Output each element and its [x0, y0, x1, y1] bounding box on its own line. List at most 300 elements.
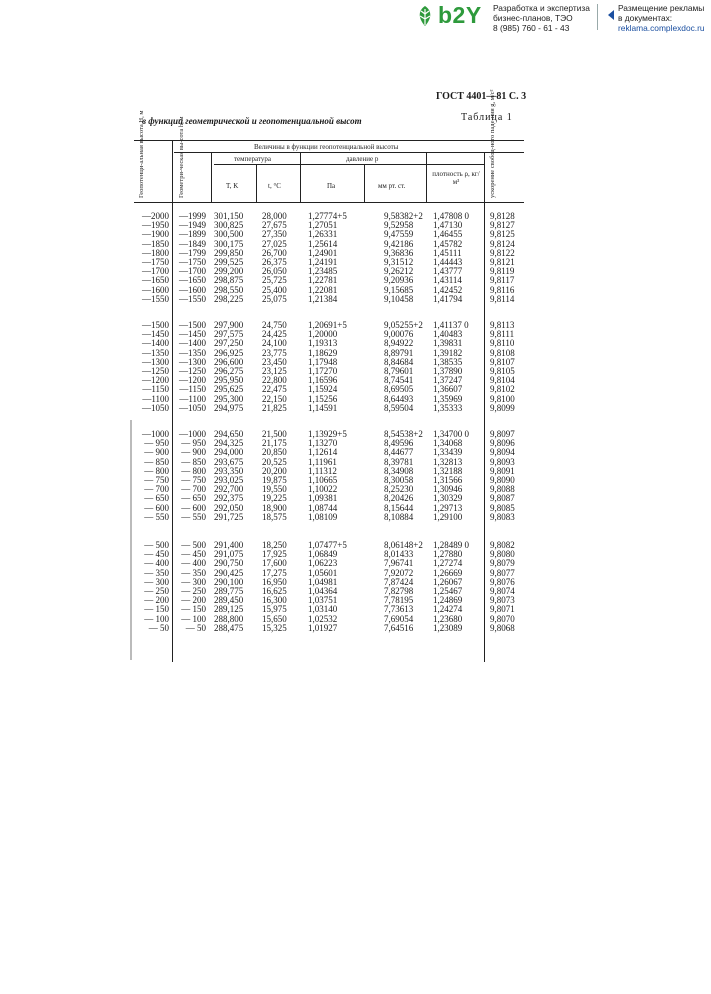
cell-temp-c: 23,775: [262, 347, 287, 358]
cell-geometric-height: — 200: [181, 595, 206, 606]
advertising-ad[interactable]: [618, 3, 705, 34]
header-divider: [214, 164, 484, 165]
cell-density: 1,29713: [433, 502, 463, 513]
cell-geopotential-height: — 850: [144, 456, 169, 467]
cell-density: 1,30946: [433, 484, 463, 495]
cell-pressure-mmhg: 8,34908: [384, 465, 414, 476]
cell-temp-k: 294,325: [214, 438, 244, 449]
header-tk: T, K: [226, 182, 239, 190]
cell-temp-k: 297,900: [214, 320, 244, 330]
cell-pressure-pa: 1,27774+5: [308, 211, 347, 221]
cell-pressure-pa: 1,07477+5: [308, 540, 347, 550]
col-divider: [484, 152, 485, 202]
ad-line: в документах:: [618, 13, 673, 24]
cell-acceleration: 9,8073: [490, 595, 515, 606]
cell-pressure-mmhg: 9,15685: [384, 284, 414, 295]
cell-temp-k: 289,775: [214, 586, 244, 596]
header-geopotential-height: Геопотенци-альная высота H, м: [138, 110, 145, 198]
ad-link[interactable]: reklama.complexdoc.ru: [618, 23, 705, 34]
cell-acceleration: 9,8070: [490, 613, 515, 624]
cell-geopotential-height: — 600: [144, 502, 169, 513]
cell-acceleration: 9,8113: [490, 320, 515, 330]
cell-acceleration: 9,8127: [490, 220, 515, 231]
page-header: ГОСТ 4401—81 С. 3: [436, 91, 527, 102]
cell-acceleration: 9,8104: [490, 375, 515, 386]
cell-pressure-pa: 1,03751: [308, 595, 338, 606]
cell-pressure-pa: 1,26331: [308, 229, 338, 240]
table-row: [134, 295, 524, 304]
cell-acceleration: 9,8076: [490, 576, 515, 587]
cell-acceleration: 9,8107: [490, 356, 515, 367]
cell-acceleration: 9,8087: [490, 493, 515, 504]
cell-pressure-mmhg: 9,20936: [384, 275, 414, 286]
cell-geopotential-height: —1950: [142, 220, 169, 231]
header-pressure: давление p: [346, 155, 379, 163]
cell-pressure-pa: 1,19313: [308, 338, 338, 349]
cell-density: 1,27880: [433, 549, 463, 560]
cell-acceleration: 9,8119: [490, 266, 515, 277]
cell-temp-c: 15,650: [262, 613, 287, 624]
header-geometric-height: Геометри-ческая вы-сота h, м: [178, 116, 185, 198]
cell-temp-k: 289,450: [214, 595, 244, 606]
cell-density: 1,29100: [433, 511, 463, 522]
cell-acceleration: 9,8096: [490, 438, 515, 449]
cell-pressure-pa: 1,09381: [308, 493, 338, 504]
cell-pressure-mmhg: 8,79601: [384, 366, 414, 376]
cell-geometric-height: —1899: [179, 229, 206, 240]
cell-pressure-mmhg: 7,96741: [384, 558, 414, 569]
cell-temp-k: 300,175: [214, 238, 244, 249]
cell-geometric-height: —1200: [179, 375, 206, 386]
cell-temp-c: 18,575: [262, 511, 287, 522]
cell-geometric-height: —1250: [179, 366, 206, 376]
cell-density: 1,43114: [433, 275, 462, 286]
cell-density: 1,34068: [433, 438, 463, 449]
cell-density: 1,40483: [433, 329, 463, 340]
cell-geometric-height: — 50: [185, 622, 206, 633]
cell-temp-c: 25,725: [262, 275, 287, 286]
cell-pressure-mmhg: 9,00076: [384, 329, 414, 340]
cell-acceleration: 9,8124: [490, 238, 515, 249]
cell-density: 1,43777: [433, 266, 463, 277]
cell-geopotential-height: — 950: [144, 438, 169, 449]
cell-geopotential-height: — 900: [144, 447, 169, 458]
ad-line: бизнес-планов, ТЭО: [493, 13, 573, 24]
header-mmhg: мм рт. ст.: [378, 182, 406, 190]
cell-pressure-mmhg: 8,06148+2: [384, 540, 423, 550]
header-group-title: Величины в функции геопотенциальной высоты: [254, 143, 399, 151]
cell-acceleration: 9,8068: [490, 622, 515, 633]
cell-temp-c: 15,975: [262, 604, 287, 615]
cell-geometric-height: — 400: [181, 558, 206, 569]
cell-temp-k: 295,950: [214, 375, 244, 386]
cell-pressure-pa: 1,03140: [308, 604, 338, 615]
cell-density: 1,23680: [433, 613, 463, 624]
cell-pressure-mmhg: 8,25230: [384, 484, 414, 495]
cell-temp-k: 289,125: [214, 604, 244, 615]
top-banner: [0, 0, 711, 40]
cell-pressure-pa: 1,18629: [308, 347, 338, 358]
cell-density: 1,34700 0: [433, 429, 469, 439]
cell-geometric-height: —1450: [179, 329, 206, 340]
table-border-top: [134, 140, 524, 141]
cell-geopotential-height: — 100: [144, 613, 169, 624]
cell-geometric-height: —1500: [179, 320, 206, 330]
cell-geopotential-height: —1600: [142, 284, 169, 295]
cell-temp-c: 23,125: [262, 366, 287, 376]
cell-temp-k: 294,000: [214, 447, 244, 458]
cell-temp-k: 299,200: [214, 266, 244, 277]
cell-geopotential-height: —1700: [142, 266, 169, 277]
cell-acceleration: 9,8128: [490, 211, 515, 221]
cell-temp-c: 19,550: [262, 484, 287, 495]
cell-geometric-height: —1650: [179, 275, 206, 286]
cell-pressure-pa: 1,11961: [308, 456, 337, 467]
cell-density: 1,30329: [433, 493, 463, 504]
cell-acceleration: 9,8099: [490, 402, 515, 413]
cell-pressure-pa: 1,08109: [308, 511, 338, 522]
cell-pressure-pa: 1,20691+5: [308, 320, 347, 330]
cell-pressure-pa: 1,20000: [308, 329, 338, 340]
cell-temp-k: 290,100: [214, 576, 244, 587]
cell-pressure-mmhg: 9,52958: [384, 220, 414, 231]
cell-geopotential-height: — 250: [144, 586, 169, 596]
cell-temp-c: 24,425: [262, 329, 287, 340]
cell-geopotential-height: —1450: [142, 329, 169, 340]
cell-temp-c: 28,000: [262, 211, 287, 221]
cell-geopotential-height: — 150: [144, 604, 169, 615]
cell-temp-k: 292,375: [214, 493, 244, 504]
cell-pressure-mmhg: 8,54538+2: [384, 429, 423, 439]
cell-temp-k: 297,250: [214, 338, 244, 349]
cell-pressure-mmhg: 8,44677: [384, 447, 414, 458]
cell-geometric-height: —1949: [179, 220, 206, 231]
cell-pressure-mmhg: 8,20426: [384, 493, 414, 504]
cell-density: 1,24869: [433, 595, 463, 606]
cell-pressure-pa: 1,15256: [308, 393, 338, 404]
business-plans-ad[interactable]: [493, 3, 590, 34]
cell-temp-c: 27,025: [262, 238, 287, 249]
header-temperature: температура: [234, 155, 271, 163]
cell-acceleration: 9,8077: [490, 567, 515, 578]
cell-acceleration: 9,8090: [490, 475, 515, 485]
cell-geopotential-height: —1000: [142, 429, 169, 439]
cell-geometric-height: —1050: [179, 402, 206, 413]
cell-pressure-pa: 1,16596: [308, 375, 338, 386]
col-divider: [256, 164, 257, 202]
cell-geometric-height: —1100: [179, 393, 206, 404]
cell-geometric-height: —1400: [179, 338, 206, 349]
cell-geopotential-height: — 300: [144, 576, 169, 587]
ad-line: Размещение рекламы: [618, 3, 705, 13]
cell-geopotential-height: — 500: [144, 540, 169, 550]
cell-geopotential-height: —1150: [142, 384, 169, 395]
cell-geopotential-height: —1900: [142, 229, 169, 240]
header-bottom: [134, 202, 524, 203]
ad-line: 8 (985) 760 - 61 - 43: [493, 23, 570, 34]
cell-pressure-mmhg: 7,73613: [384, 604, 414, 615]
cell-geopotential-height: — 400: [144, 558, 169, 569]
cell-temp-c: 16,950: [262, 576, 287, 587]
cell-pressure-pa: 1,01927: [308, 622, 338, 633]
cell-acceleration: 9,8093: [490, 456, 515, 467]
cell-temp-c: 21,500: [262, 429, 287, 439]
cell-temp-c: 27,675: [262, 220, 287, 231]
cell-geometric-height: — 100: [181, 613, 206, 624]
cell-geometric-height: —1999: [179, 211, 206, 221]
cell-geometric-height: — 950: [181, 438, 206, 449]
cell-density: 1,26067: [433, 576, 463, 587]
cell-geometric-height: — 500: [181, 540, 206, 550]
cell-geopotential-height: —1550: [142, 293, 169, 304]
cell-geometric-height: —1750: [179, 257, 206, 267]
cell-density: 1,35969: [433, 393, 463, 404]
cell-temp-c: 24,750: [262, 320, 287, 330]
cell-density: 1,45782: [433, 238, 463, 249]
cell-pressure-mmhg: 8,69505: [384, 384, 414, 395]
cell-geopotential-height: —1100: [142, 393, 169, 404]
cell-pressure-mmhg: 7,82798: [384, 586, 414, 596]
cell-pressure-pa: 1,11312: [308, 465, 337, 476]
cell-pressure-pa: 1,21384: [308, 293, 338, 304]
cell-temp-c: 17,275: [262, 567, 287, 578]
cell-geometric-height: —1849: [179, 238, 206, 249]
cell-geopotential-height: — 350: [144, 567, 169, 578]
cell-geometric-height: — 700: [181, 484, 206, 495]
cell-temp-k: 292,700: [214, 484, 244, 495]
cell-acceleration: 9,8085: [490, 502, 515, 513]
cell-geometric-height: —1350: [179, 347, 206, 358]
cell-temp-k: 290,750: [214, 558, 244, 569]
cell-temp-k: 290,425: [214, 567, 244, 578]
cell-acceleration: 9,8102: [490, 384, 515, 395]
header-pa: Па: [327, 182, 336, 190]
cell-temp-k: 294,650: [214, 429, 244, 439]
cell-density: 1,37247: [433, 375, 463, 386]
cell-acceleration: 9,8082: [490, 540, 515, 550]
cell-temp-c: 17,925: [262, 549, 287, 560]
cell-geopotential-height: —1750: [142, 257, 169, 267]
cell-density: 1,26669: [433, 567, 463, 578]
cell-pressure-pa: 1,13929+5: [308, 429, 347, 439]
cell-temp-c: 26,700: [262, 247, 287, 258]
logo-text: b2Y: [438, 2, 482, 28]
col-divider: [172, 140, 173, 202]
cell-geometric-height: — 650: [181, 493, 206, 504]
cell-geometric-height: — 150: [181, 604, 206, 615]
cell-temp-c: 15,325: [262, 622, 287, 633]
cell-geopotential-height: —2000: [142, 211, 169, 221]
cell-temp-c: 20,525: [262, 456, 287, 467]
cell-pressure-mmhg: 9,31512: [384, 257, 414, 267]
cell-geometric-height: —1150: [179, 384, 206, 395]
cell-pressure-mmhg: 8,89791: [384, 347, 414, 358]
cell-temp-c: 21,825: [262, 402, 287, 413]
cell-pressure-pa: 1,04981: [308, 576, 338, 587]
cell-geopotential-height: —1200: [142, 375, 169, 386]
cell-temp-k: 291,725: [214, 511, 244, 522]
table-row: [134, 404, 524, 413]
banner-divider: [597, 4, 598, 30]
cell-acceleration: 9,8091: [490, 465, 515, 476]
cell-pressure-mmhg: 9,10458: [384, 293, 414, 304]
cell-temp-k: 293,675: [214, 456, 244, 467]
cell-temp-c: 21,175: [262, 438, 287, 449]
cell-temp-k: 297,575: [214, 329, 244, 340]
cell-temp-c: 22,475: [262, 384, 287, 395]
cell-pressure-mmhg: 9,58382+2: [384, 211, 423, 221]
cell-pressure-mmhg: 8,30058: [384, 475, 414, 485]
leaf-icon: [414, 5, 436, 27]
col-divider: [426, 152, 427, 202]
cell-geometric-height: —1700: [179, 266, 206, 277]
cell-geopotential-height: — 50: [148, 622, 169, 633]
cell-geopotential-height: — 200: [144, 595, 169, 606]
cell-pressure-mmhg: 8,64493: [384, 393, 414, 404]
cell-pressure-pa: 1,22081: [308, 284, 338, 295]
scan-edge-mark: [130, 420, 132, 660]
cell-pressure-pa: 1,13270: [308, 438, 338, 449]
cell-density: 1,31566: [433, 475, 463, 485]
cell-geometric-height: — 850: [181, 456, 206, 467]
cell-geopotential-height: — 750: [144, 475, 169, 485]
cell-geopotential-height: — 450: [144, 549, 169, 560]
cell-geometric-height: — 800: [181, 465, 206, 476]
cell-pressure-pa: 1,06223: [308, 558, 338, 569]
cell-pressure-mmhg: 8,84684: [384, 356, 414, 367]
cell-acceleration: 9,8105: [490, 366, 515, 376]
cell-density: 1,23089: [433, 622, 463, 633]
cell-temp-k: 291,400: [214, 540, 244, 550]
cell-geopotential-height: — 650: [144, 493, 169, 504]
cell-geometric-height: —1300: [179, 356, 206, 367]
cell-geometric-height: —1600: [179, 284, 206, 295]
cell-pressure-mmhg: 9,47559: [384, 229, 414, 240]
cell-acceleration: 9,8080: [490, 549, 515, 560]
cell-temp-k: 299,850: [214, 247, 244, 258]
cell-temp-k: 301,150: [214, 211, 244, 221]
cell-geopotential-height: —1650: [142, 275, 169, 286]
cell-density: 1,32813: [433, 456, 463, 467]
cell-temp-c: 19,875: [262, 475, 287, 485]
cell-pressure-pa: 1,17948: [308, 356, 338, 367]
cell-temp-c: 25,075: [262, 293, 287, 304]
cell-pressure-pa: 1,24901: [308, 247, 338, 258]
cell-density: 1,47808 0: [433, 211, 469, 221]
cell-density: 1,39831: [433, 338, 463, 349]
cell-pressure-mmhg: 8,94922: [384, 338, 414, 349]
cell-geopotential-height: —1300: [142, 356, 169, 367]
cell-temp-k: 292,050: [214, 502, 244, 513]
cell-temp-k: 296,275: [214, 366, 244, 376]
cell-geometric-height: — 250: [181, 586, 206, 596]
table-subtitle: в функции геометрической и геопотенциальной высот: [142, 116, 362, 126]
cell-geopotential-height: —1400: [142, 338, 169, 349]
cell-acceleration: 9,8071: [490, 604, 515, 615]
cell-acceleration: 9,8122: [490, 247, 515, 258]
cell-temp-c: 26,050: [262, 266, 287, 277]
cell-temp-c: 23,450: [262, 356, 287, 367]
cell-temp-c: 24,100: [262, 338, 287, 349]
cell-density: 1,37890: [433, 366, 463, 376]
cell-geometric-height: — 300: [181, 576, 206, 587]
cell-density: 1,36607: [433, 384, 463, 395]
cell-geopotential-height: —1050: [142, 402, 169, 413]
cell-acceleration: 9,8125: [490, 229, 515, 240]
header-density: плотность ρ, кг/м³: [432, 170, 480, 186]
cell-geopotential-height: — 550: [144, 511, 169, 522]
cell-temp-c: 20,850: [262, 447, 287, 458]
cell-acceleration: 9,8079: [490, 558, 515, 569]
cell-temp-c: 16,300: [262, 595, 287, 606]
cell-density: 1,42452: [433, 284, 463, 295]
cell-temp-k: 288,475: [214, 622, 244, 633]
cell-acceleration: 9,8088: [490, 484, 515, 495]
cell-pressure-pa: 1,10022: [308, 484, 338, 495]
cell-acceleration: 9,8108: [490, 347, 515, 358]
cell-temp-k: 300,500: [214, 229, 244, 240]
cell-density: 1,46455: [433, 229, 463, 240]
cell-geometric-height: — 450: [181, 549, 206, 560]
cell-density: 1,47130: [433, 220, 463, 231]
cell-pressure-mmhg: 7,87424: [384, 576, 414, 587]
cell-pressure-pa: 1,02532: [308, 613, 338, 624]
col-divider: [364, 164, 365, 202]
cell-geometric-height: — 600: [181, 502, 206, 513]
cell-density: 1,41137 0: [433, 320, 469, 330]
cell-pressure-mmhg: 9,05255+2: [384, 320, 423, 330]
cell-pressure-pa: 1,10665: [308, 475, 338, 485]
cell-pressure-mmhg: 8,10884: [384, 511, 414, 522]
table-row: [134, 624, 524, 633]
cell-temp-k: 295,625: [214, 384, 244, 395]
cell-pressure-pa: 1,27051: [308, 220, 338, 231]
cell-geopotential-height: —1350: [142, 347, 169, 358]
cell-pressure-mmhg: 8,39781: [384, 456, 414, 467]
cell-temp-c: 22,150: [262, 393, 287, 404]
cell-temp-k: 294,975: [214, 402, 244, 413]
cell-temp-c: 16,625: [262, 586, 287, 596]
cell-pressure-pa: 1,12614: [308, 447, 338, 458]
cell-density: 1,27274: [433, 558, 463, 569]
cell-pressure-pa: 1,24191: [308, 257, 338, 267]
cell-geometric-height: —1550: [179, 293, 206, 304]
cell-density: 1,41794: [433, 293, 463, 304]
cell-temp-k: 293,350: [214, 465, 244, 476]
cell-pressure-mmhg: 8,15644: [384, 502, 414, 513]
cell-density: 1,24274: [433, 604, 463, 615]
ad-line: Разработка и экспертиза: [493, 3, 590, 13]
cell-temp-k: 296,925: [214, 347, 244, 358]
cell-pressure-pa: 1,25614: [308, 238, 338, 249]
cell-acceleration: 9,8094: [490, 447, 515, 458]
cell-temp-c: 19,225: [262, 493, 287, 504]
cell-temp-k: 300,825: [214, 220, 244, 231]
cell-geopotential-height: —1250: [142, 366, 169, 376]
cell-pressure-pa: 1,17270: [308, 366, 338, 376]
cell-pressure-mmhg: 9,26212: [384, 266, 414, 277]
cell-geometric-height: —1799: [179, 247, 206, 258]
b2y-logo[interactable]: [414, 4, 488, 30]
cell-temp-c: 25,400: [262, 284, 287, 295]
cell-temp-c: 18,250: [262, 540, 287, 550]
cell-pressure-pa: 1,22781: [308, 275, 338, 286]
cell-acceleration: 9,8100: [490, 393, 515, 404]
cell-acceleration: 9,8074: [490, 586, 515, 596]
cell-geopotential-height: —1800: [142, 247, 169, 258]
cell-pressure-mmhg: 8,59504: [384, 402, 414, 413]
cell-pressure-pa: 1,04364: [308, 586, 338, 596]
